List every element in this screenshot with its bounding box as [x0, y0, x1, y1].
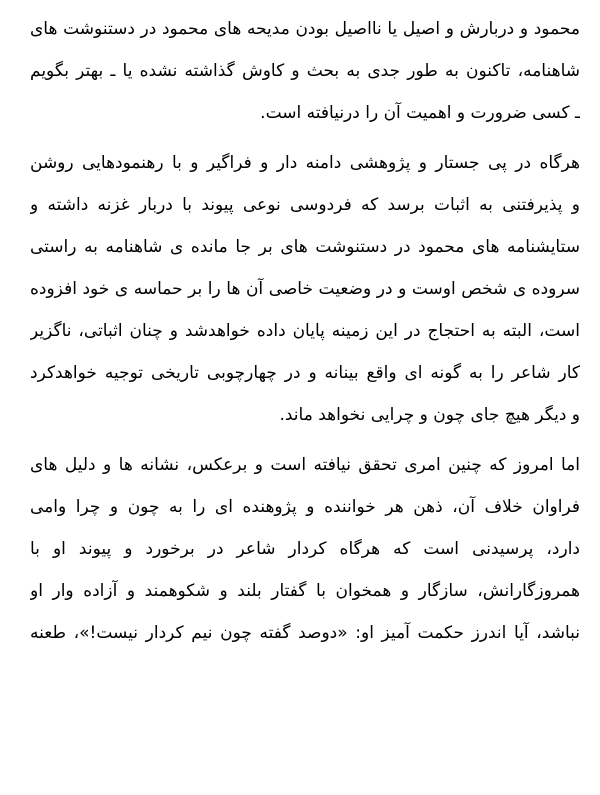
text-line: هرگاه در پی جستار و پژوهشی دامنه دار و فراگیر و با رهنمودهایی روشن [30, 153, 580, 173]
text-line: کار شاعر را به گونه ای واقع بینانه و در چهارچوبی تاریخی توجیه خواهدکرد [30, 363, 580, 383]
document-page [30, 8, 580, 654]
text-line: و پذیرفتنی به اثبات برسد که فردوسی نوعی پیوند با دربار غزنه داشته و [30, 195, 580, 215]
text-line: همروزگارانش، سازگار و همخوان با گفتار بلند و شکوهمند و آزاده وار او [30, 581, 580, 601]
text-line: شاهنامه، تاکنون به طور جدی به بحث و کاوش گذاشته نشده یا ـ بهتر بگویم [30, 61, 580, 81]
text-line: و دیگر هیچ جای چون و چرایی نخواهد ماند. [279, 405, 580, 425]
text-line: ـ کسی ضرورت و اهمیت آن را درنیافته است. [260, 103, 580, 123]
paragraph-2 [30, 142, 580, 436]
text-line: ستایشنامه های محمود در دستنوشت های بر جا مانده ی شاهنامه به راستی [30, 237, 580, 257]
text-line: اما امروز که چنین امری تحقق نیافته است و برعکس، نشانه ها و دلیل های [30, 455, 580, 475]
text-line: محمود و دربارش و اصیل یا نااصیل بودن مدیحه های محمود در دستنوشت های [30, 19, 580, 39]
paragraph-3 [30, 444, 580, 654]
text-line: سروده ی شخص اوست و در وضعیت خاصی آن ها را بر حماسه ی خود افزوده [30, 279, 580, 299]
text-line: نباشد، آیا اندرز حکمت آمیز او: «دوصد گفته چون نیم کردار نیست!»، طعنه [30, 623, 580, 643]
text-line: فراوان خلاف آن، ذهن هر خواننده و پژوهنده ای را به چون و چرا وامی [30, 497, 580, 517]
text-line: دارد، پرسیدنی است که هرگاه کردار شاعر در برخورد و پیوند او با [30, 539, 580, 559]
paragraph-1 [30, 8, 580, 134]
text-line: است، البته به احتجاج در این زمینه پایان داده خواهدشد و چنان اثباتی، ناگزیر [30, 321, 580, 341]
